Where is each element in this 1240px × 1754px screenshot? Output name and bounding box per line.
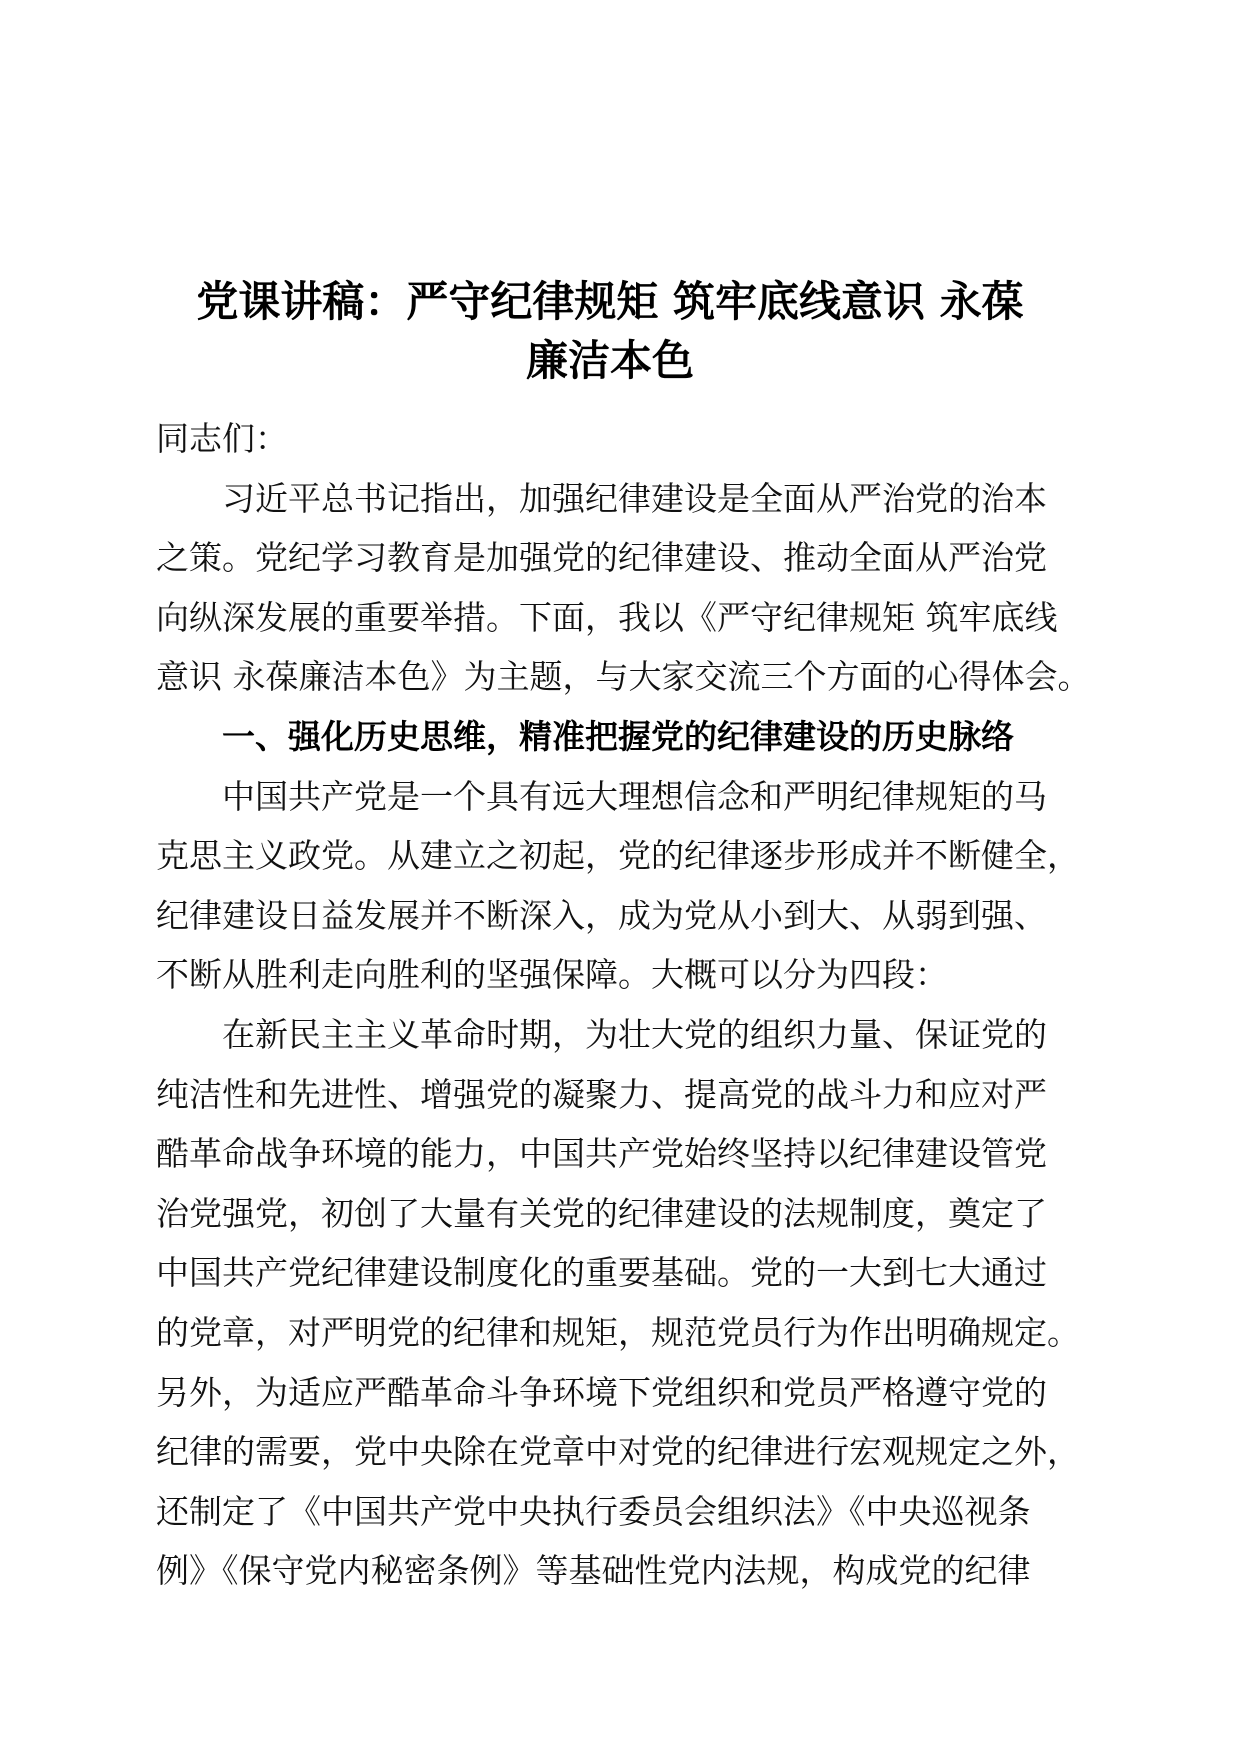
paragraph-line: 酷革命战争环境的能力，中国共产党始终坚持以纪律建设管党 [156, 1134, 1047, 1174]
paragraph-line: 意识 永葆廉洁本色》为主题，与大家交流三个方面的心得体会。 [156, 657, 1091, 697]
paragraph-line: 治党强党，初创了大量有关党的纪律建设的法规制度，奠定了 [156, 1193, 1047, 1233]
section-heading-text: 一、强化历史思维，精准把握党的纪律建设的历史脉络 [222, 716, 1014, 756]
paragraph-line: 中国共产党纪律建设制度化的重要基础。党的一大到七大通过 [156, 1253, 1047, 1293]
document-content [156, 272, 1091, 1601]
document-body [156, 409, 1091, 1601]
paragraph-line: 在新民主主义革命时期，为壮大党的组织力量、保证党的 [222, 1014, 1047, 1054]
paragraph-line: 还制定了《中国共产党中央执行委员会组织法》《中央巡视条 [156, 1491, 1031, 1531]
paragraph-intro [156, 469, 1091, 707]
paragraph-line: 之策。党纪学习教育是加强党的纪律建设、推动全面从严治党 [156, 538, 1047, 578]
title-line-2: 廉洁本色 [525, 336, 694, 385]
paragraph-line: 向纵深发展的重要举措。下面，我以《严守纪律规矩 筑牢底线 [156, 597, 1058, 637]
paragraph-line: 中国共产党是一个具有远大理想信念和严明纪律规矩的马 [222, 776, 1047, 816]
salutation: 同志们： [156, 419, 288, 458]
paragraph-line: 纪律建设日益发展并不断深入，成为党从小到大、从弱到强、 [156, 895, 1047, 935]
paragraph-line: 的党章，对严明党的纪律和规矩，规范党员行为作出明确规定。 [156, 1312, 1080, 1352]
paragraph-line: 克思主义政党。从建立之初起，党的纪律逐步形成并不断健全， [156, 836, 1080, 876]
paragraph-line: 纪律的需要，党中央除在党章中对党的纪律进行宏观规定之外， [156, 1432, 1080, 1472]
paragraph-line: 另外，为适应严酷革命斗争环境下党组织和党员严格遵守党的 [156, 1372, 1047, 1412]
section-heading-1 [156, 707, 1080, 767]
paragraph-history [156, 767, 1080, 1005]
paragraph-line: 例》《保守党内秘密条例》等基础性党内法规，构成党的纪律 [156, 1551, 1031, 1591]
paragraph-line: 不断从胜利走向胜利的坚强保障。大概可以分为四段： [156, 955, 948, 995]
title-line-1: 党课讲稿：严守纪律规矩 筑牢底线意识 永葆 [196, 277, 1024, 326]
document-title [156, 272, 1080, 390]
paragraph-line: 纯洁性和先进性、增强党的凝聚力、提高党的战斗力和应对严 [156, 1074, 1047, 1114]
paragraph-line: 习近平总书记指出，加强纪律建设是全面从严治党的治本 [222, 478, 1047, 518]
paragraph-revolution-period [156, 1005, 1080, 1601]
